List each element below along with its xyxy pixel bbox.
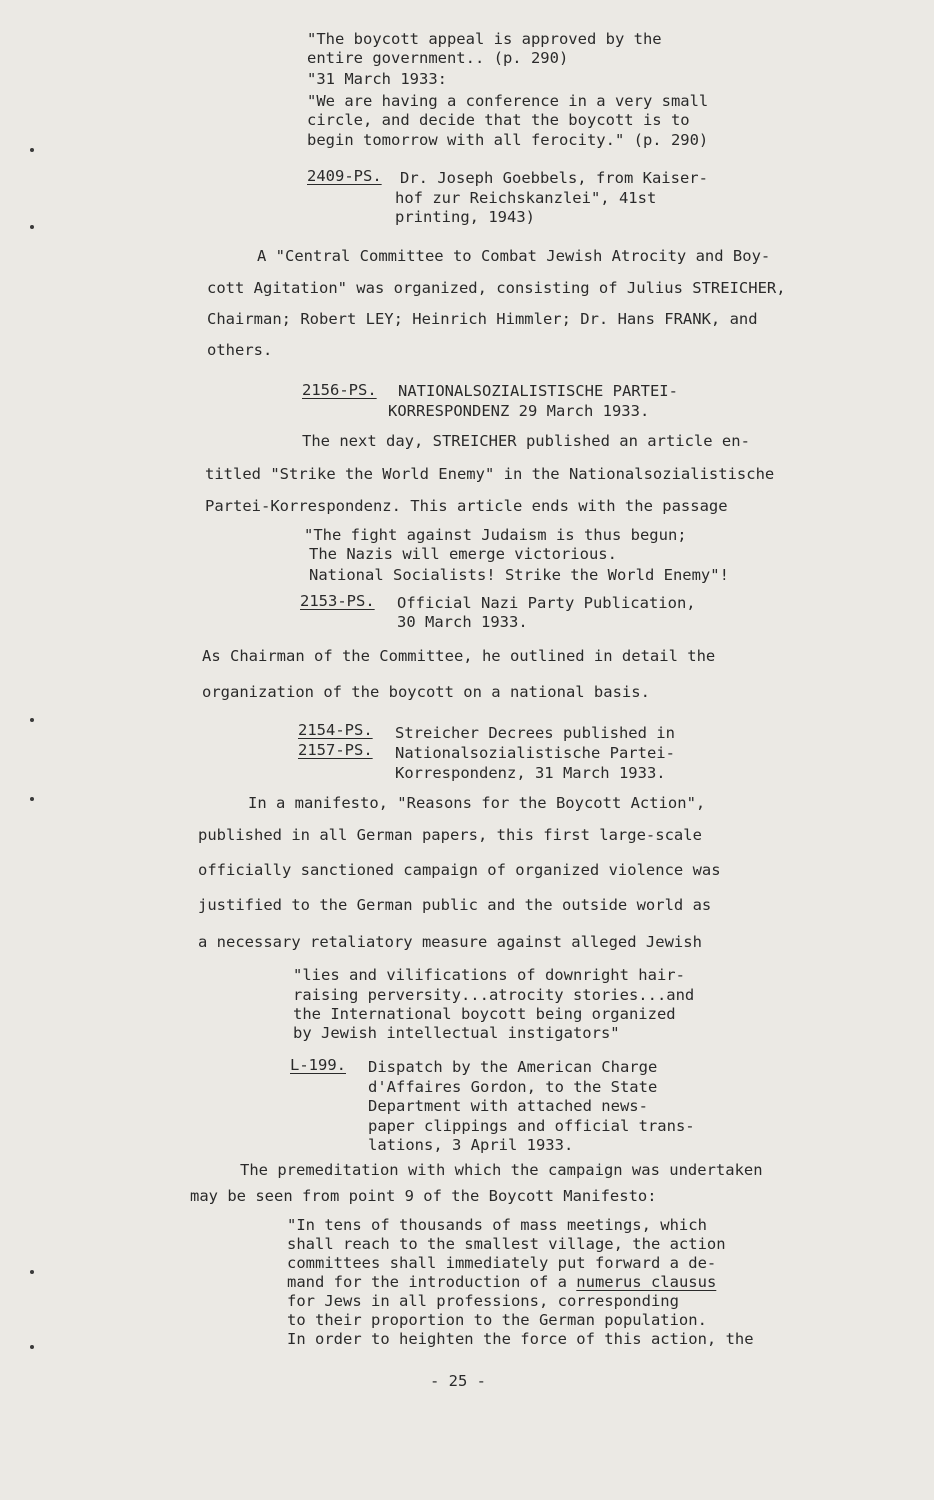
body-line: The next day, STREICHER published an article en- bbox=[302, 432, 750, 450]
citation-line: d'Affaires Gordon, to the State bbox=[368, 1078, 658, 1096]
citation-line: paper clippings and official trans- bbox=[368, 1117, 695, 1135]
body-line: Partei-Korrespondenz. This article ends with the passage bbox=[205, 497, 728, 515]
document-code: 2156-PS. bbox=[302, 381, 377, 399]
margin-mark bbox=[30, 718, 34, 722]
document-code: 2157-PS. bbox=[298, 741, 373, 759]
body-line: In a manifesto, "Reasons for the Boycott Action", bbox=[248, 794, 706, 812]
citation-line: printing, 1943) bbox=[395, 208, 535, 226]
citation-line: NATIONALSOZIALISTISCHE PARTEI- bbox=[398, 382, 678, 400]
document-code: 2153-PS. bbox=[300, 592, 375, 610]
citation-line: Official Nazi Party Publication, bbox=[397, 594, 696, 612]
quote-line: "lies and vilifications of downright hair- bbox=[293, 966, 685, 984]
quote-line: The Nazis will emerge victorious. bbox=[309, 545, 617, 563]
quote-line: to their proportion to the German population. bbox=[287, 1311, 707, 1329]
quote-line: the International boycott being organized bbox=[293, 1005, 676, 1023]
body-line: published in all German papers, this first large-scale bbox=[198, 826, 702, 844]
quote-line: "The boycott appeal is approved by the bbox=[307, 30, 662, 48]
quote-line: "In tens of thousands of mass meetings, which bbox=[287, 1216, 707, 1234]
quote-line: circle, and decide that the boycott is to bbox=[307, 111, 690, 129]
body-line: officially sanctioned campaign of organized violence was bbox=[198, 861, 721, 879]
body-line: organization of the boycott on a national basis. bbox=[202, 683, 650, 701]
document-code: 2154-PS. bbox=[298, 721, 373, 739]
citation-line: Dispatch by the American Charge bbox=[368, 1058, 658, 1076]
quote-line: shall reach to the smallest village, the action bbox=[287, 1235, 726, 1253]
quote-line: raising perversity...atrocity stories...and bbox=[293, 986, 695, 1004]
quote-line: "31 March 1933: bbox=[307, 70, 447, 88]
margin-mark bbox=[30, 1345, 34, 1349]
citation-line: hof zur Reichskanzlei", 41st bbox=[395, 189, 657, 207]
body-line: Chairman; Robert LEY; Heinrich Himmler; Dr. Hans FRANK, and bbox=[207, 310, 758, 328]
quote-line: entire government.. (p. 290) bbox=[307, 49, 569, 67]
quote-line: begin tomorrow with all ferocity." (p. 290) bbox=[307, 131, 709, 149]
body-line: As Chairman of the Committee, he outlined in detail the bbox=[202, 647, 716, 665]
body-line: justified to the German public and the outside world as bbox=[198, 896, 712, 914]
margin-mark bbox=[30, 1270, 34, 1274]
quote-line: for Jews in all professions, corresponding bbox=[287, 1292, 679, 1310]
citation-line: Nationalsozialistische Partei- bbox=[395, 744, 675, 762]
quote-line: National Socialists! Strike the World Enemy"! bbox=[309, 566, 729, 584]
body-line: a necessary retaliatory measure against alleged Jewish bbox=[198, 933, 702, 951]
body-line: A "Central Committee to Combat Jewish Atrocity and Boy- bbox=[257, 247, 771, 265]
quote-text: mand for the introduction of a bbox=[287, 1273, 577, 1291]
citation-line: lations, 3 April 1933. bbox=[368, 1136, 574, 1154]
quote-line: by Jewish intellectual instigators" bbox=[293, 1024, 620, 1042]
body-line: may be seen from point 9 of the Boycott Manifesto: bbox=[190, 1187, 657, 1205]
quote-line: "We are having a conference in a very small bbox=[307, 92, 709, 110]
document-code: L-199. bbox=[290, 1056, 346, 1074]
margin-mark bbox=[30, 797, 34, 801]
quote-line bbox=[287, 1273, 716, 1293]
citation-line: Department with attached news- bbox=[368, 1097, 648, 1115]
margin-mark bbox=[30, 148, 34, 152]
body-line: titled "Strike the World Enemy" in the Nationalsozialistische bbox=[205, 465, 775, 483]
quote-line: committees shall immediately put forward a de- bbox=[287, 1254, 717, 1272]
citation-line: Korrespondenz, 31 March 1933. bbox=[395, 764, 666, 782]
citation-line: KORRESPONDENZ 29 March 1933. bbox=[388, 402, 650, 420]
latin-term: numerus clausus bbox=[576, 1273, 717, 1291]
page-number: - 25 - bbox=[430, 1372, 486, 1390]
quote-line: "The fight against Judaism is thus begun; bbox=[304, 526, 687, 544]
citation-line: 30 March 1933. bbox=[397, 613, 528, 631]
document-code: 2409-PS. bbox=[307, 167, 382, 185]
quote-line: In order to heighten the force of this action, the bbox=[287, 1330, 754, 1348]
margin-mark bbox=[30, 225, 34, 229]
citation-line: Dr. Joseph Goebbels, from Kaiser- bbox=[400, 169, 708, 187]
body-line: The premeditation with which the campaign was undertaken bbox=[240, 1161, 763, 1179]
body-line: cott Agitation" was organized, consisting of Julius STREICHER, bbox=[207, 279, 786, 297]
citation-line: Streicher Decrees published in bbox=[395, 724, 675, 742]
body-line: others. bbox=[207, 341, 273, 359]
